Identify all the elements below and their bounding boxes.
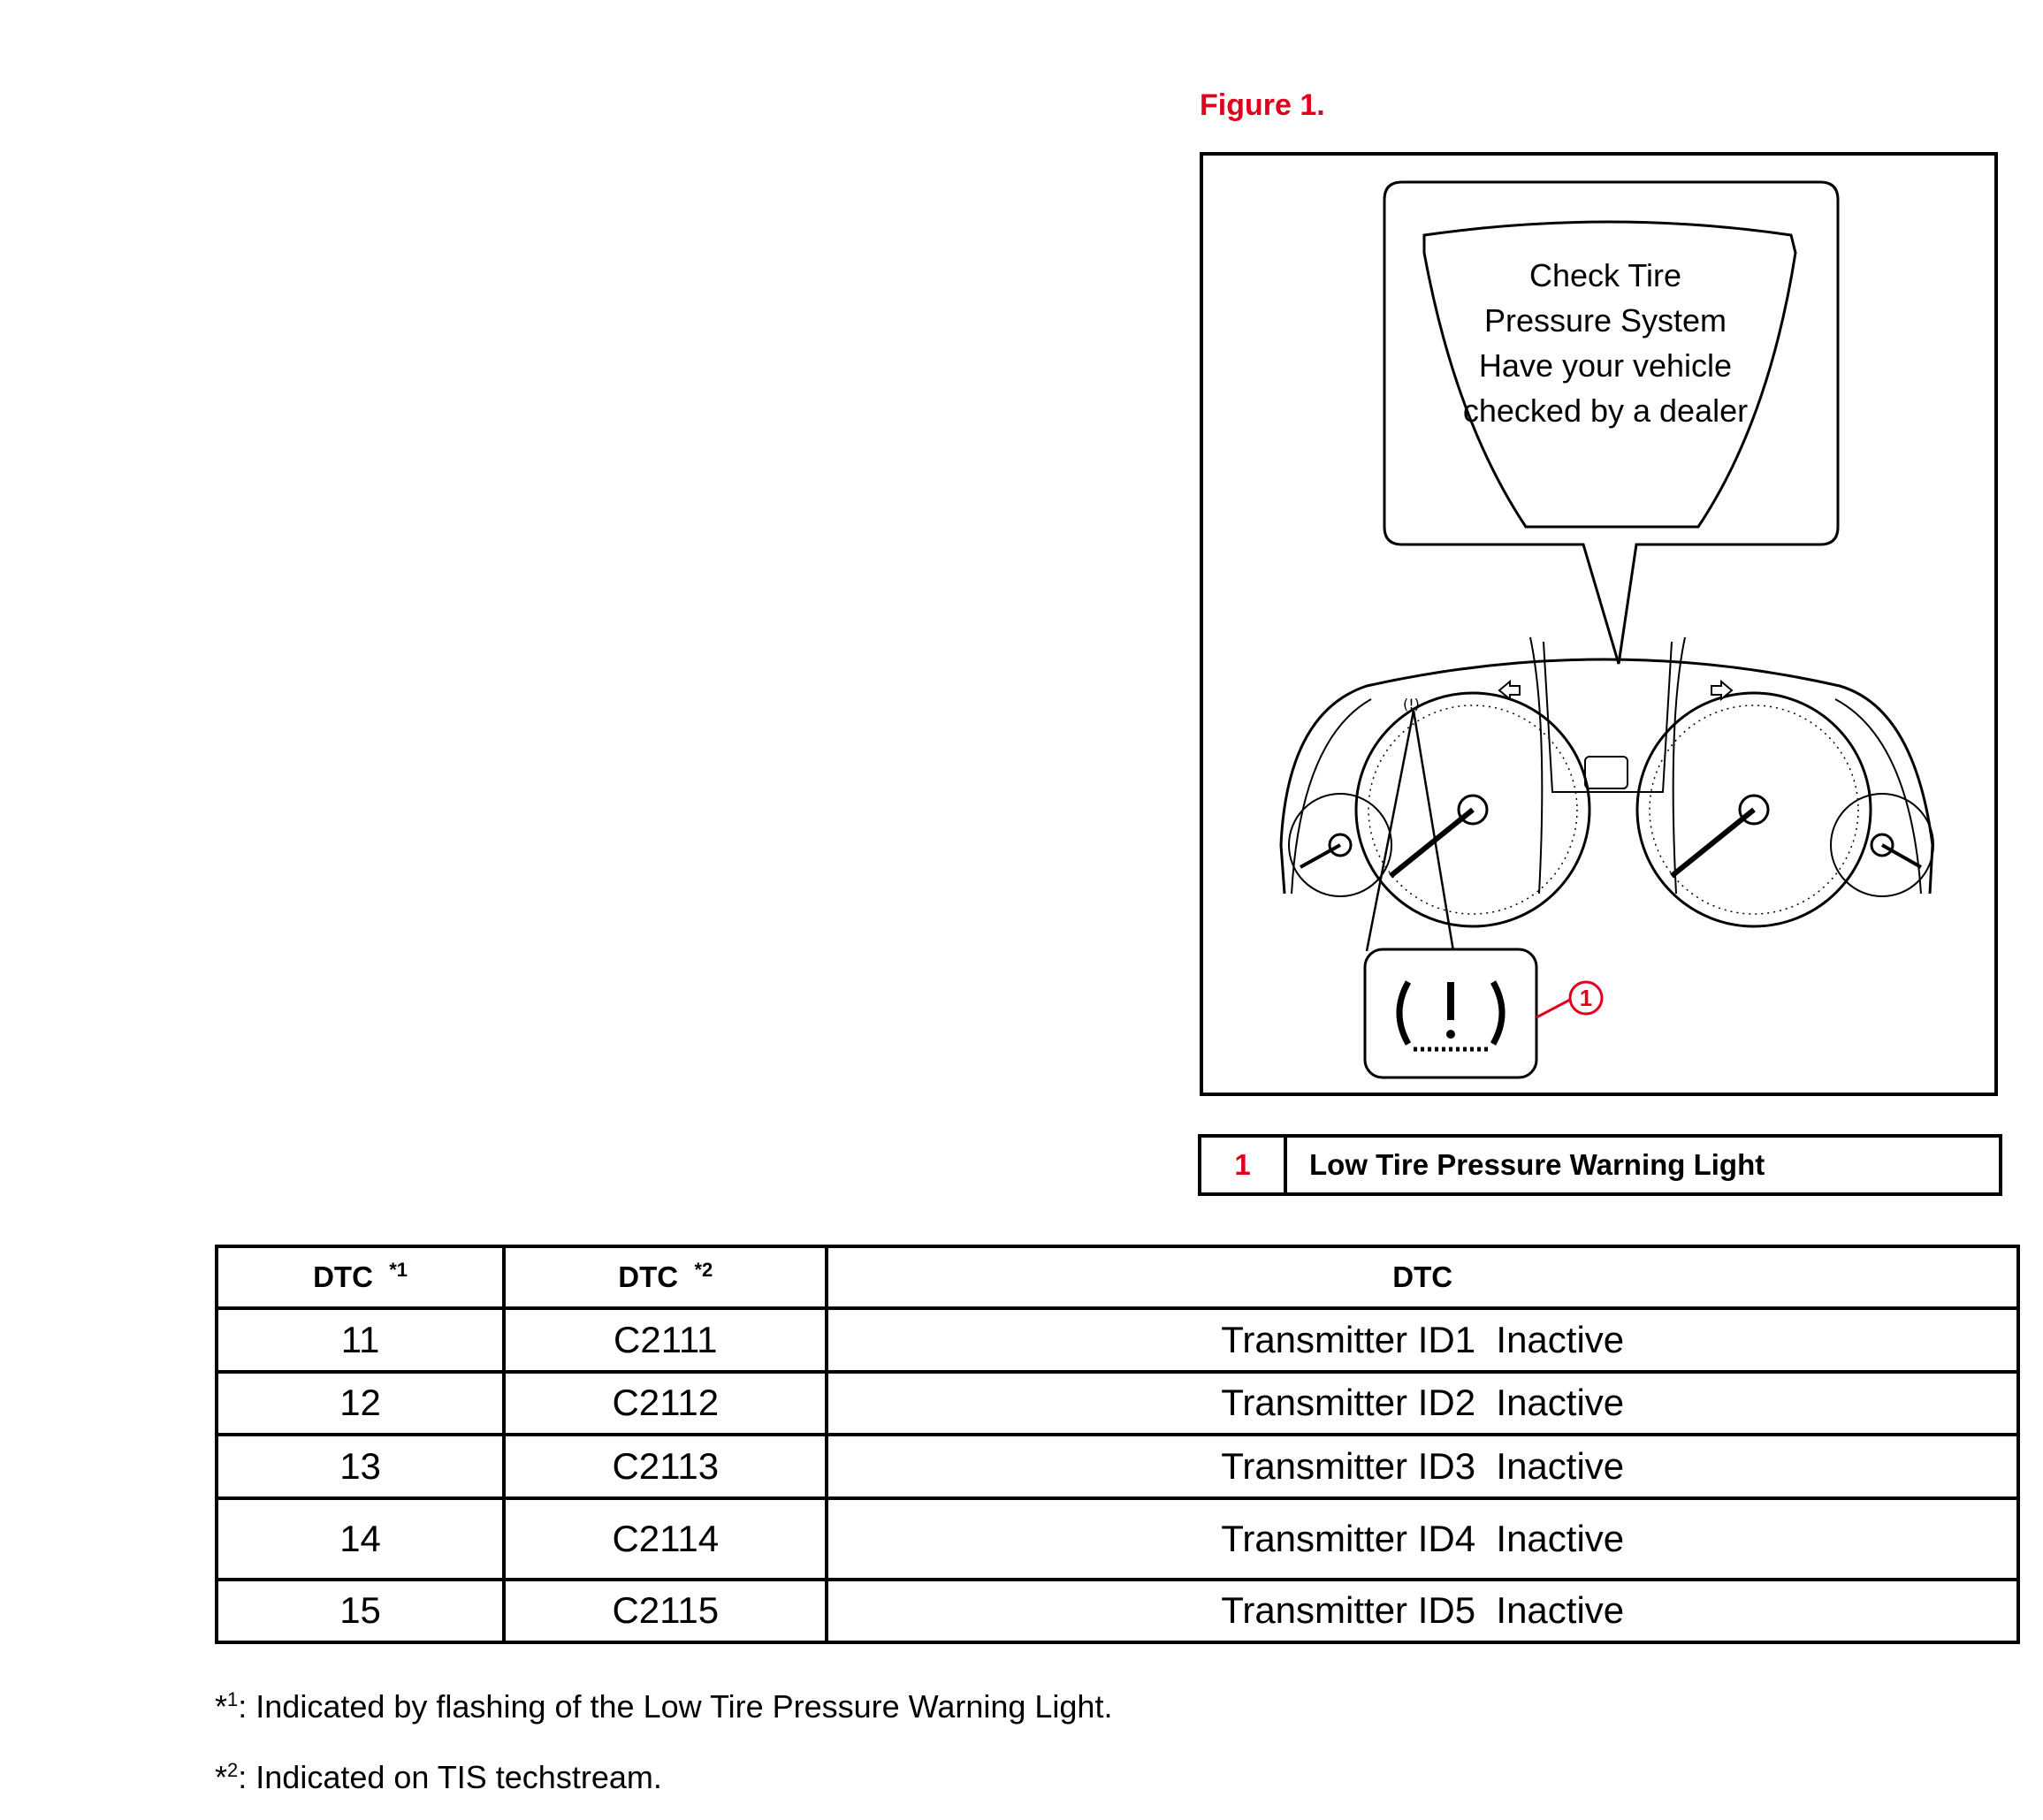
- footnote-1: *$^1$: Indicated by flashing of the Low Tire Pressure Warning Light.: [215, 1688, 1113, 1725]
- table-cell: C2114: [504, 1498, 827, 1580]
- table-cell: C2111: [504, 1308, 827, 1372]
- table-cell: Transmitter ID3 Inactive: [827, 1435, 2018, 1498]
- center-indicator: [1585, 757, 1628, 788]
- table-cell: 11: [217, 1308, 504, 1372]
- table-cell: C2113: [504, 1435, 827, 1498]
- dtc-table: [215, 1245, 2020, 1644]
- legend-number: 1: [1201, 1138, 1287, 1192]
- message-line: Check Tire: [1528, 257, 1682, 293]
- table-cell: Transmitter ID1 Inactive: [827, 1308, 2018, 1372]
- table-row: [217, 1498, 2018, 1580]
- dashboard-message: [1433, 253, 1778, 433]
- table-cell: Transmitter ID4 Inactive: [827, 1498, 2018, 1580]
- message-line: Have your vehicle: [1478, 347, 1733, 384]
- figure-title: Figure 1.: [1200, 88, 1325, 122]
- figure-legend: [1198, 1134, 2002, 1196]
- legend-description: Low Tire Pressure Warning Light: [1309, 1148, 1765, 1181]
- table-header-row: [217, 1246, 2018, 1308]
- message-line: checked by a dealer: [1462, 392, 1749, 429]
- table-row: [217, 1308, 2018, 1372]
- header-dtc-flash: DTC $^{*1}$: [217, 1246, 504, 1308]
- table-cell: 12: [217, 1372, 504, 1435]
- header-dtc-description: DTC: [827, 1246, 2018, 1308]
- header-dtc-techstream: DTC $^{*2}$: [504, 1246, 827, 1308]
- table-cell: 14: [217, 1498, 504, 1580]
- cluster-tpms-icon: (!): [1403, 696, 1420, 712]
- figure-illustration: [1200, 152, 1998, 1096]
- table-cell: C2115: [504, 1580, 827, 1643]
- table-cell: 15: [217, 1580, 504, 1643]
- table-cell: C2112: [504, 1372, 827, 1435]
- message-line: Pressure System: [1483, 302, 1727, 339]
- table-cell: Transmitter ID2 Inactive: [827, 1372, 2018, 1435]
- footnote-2: *$^2$: Indicated on TIS techstream.: [215, 1759, 662, 1795]
- table-row: [217, 1372, 2018, 1435]
- table-row: [217, 1435, 2018, 1498]
- table-row: [217, 1580, 2018, 1643]
- table-cell: Transmitter ID5 Inactive: [827, 1580, 2018, 1643]
- table-cell: 13: [217, 1435, 504, 1498]
- callout-number: 1: [1579, 985, 1593, 1011]
